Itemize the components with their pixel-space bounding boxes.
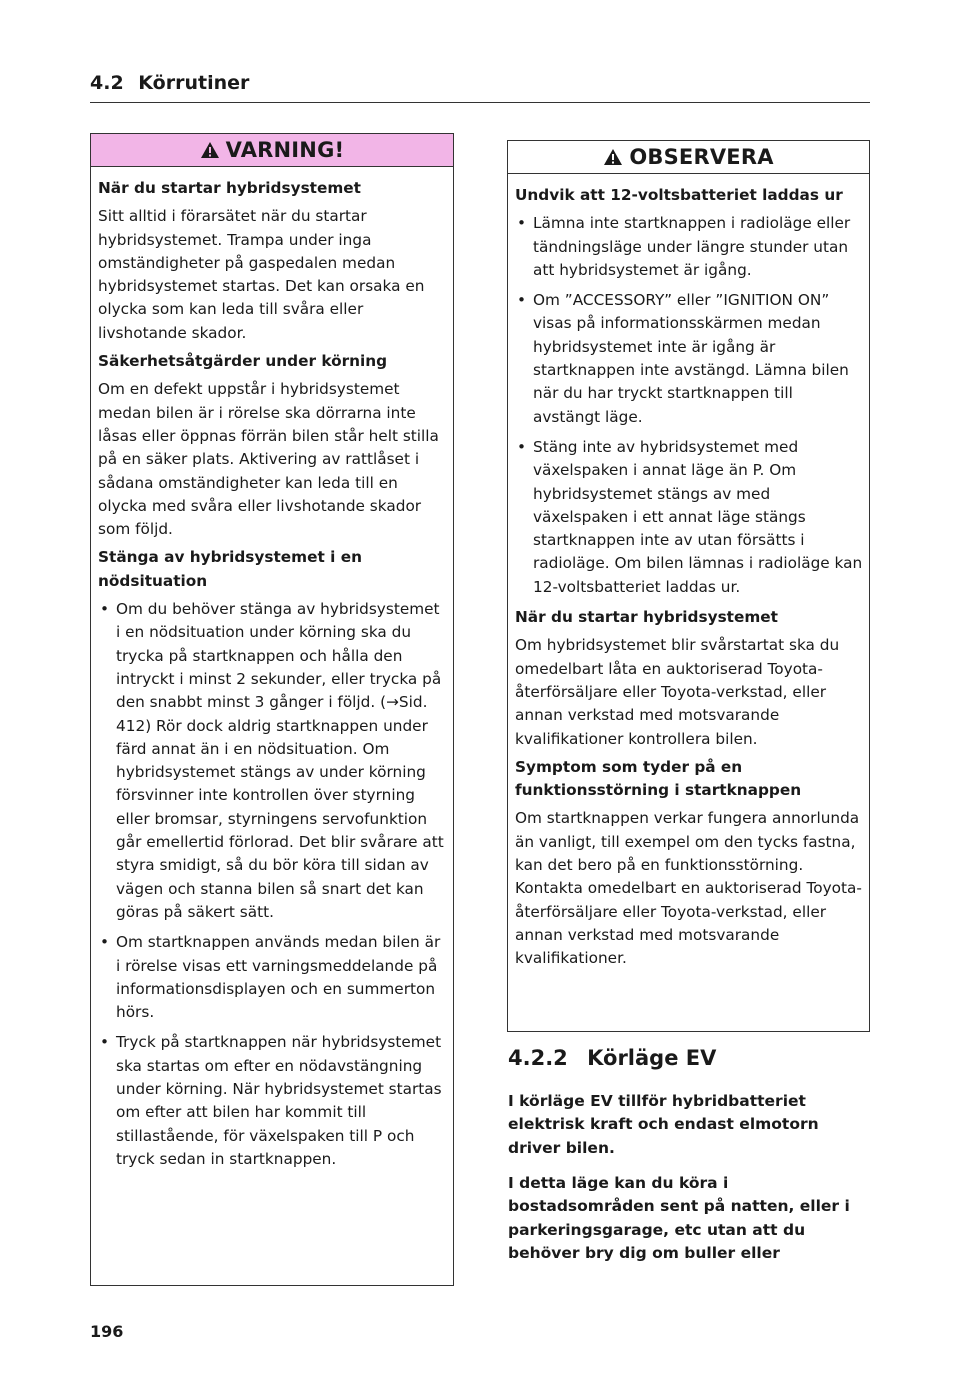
warning-paragraph: Sitt alltid i förarsätet när du startar hybridsystemet. Trampa under inga omständigheter på gaspedalen medan hybridsystemet startas. Det kan orsaka en olycka som kan leda till svåra eller livshotande skador.	[98, 207, 425, 342]
notice-title-bar	[508, 141, 869, 174]
list-item: • Lämna inte startknappen i radioläge eller tändningsläge under längre stunder utan att hybridsystemet är igång.	[515, 212, 863, 282]
notice-bullet-list	[515, 212, 863, 599]
list-item: • Stäng inte av hybridsystemet med växelspaken i annat läge än P. Om hybridsystemet stängs av med växelspaken i ett annat läge stängs startknappen inte av utan försätts i radioläge. Om bilen lämnas i radioläge kan 12-voltsbatteriet laddas ur.	[515, 436, 863, 599]
warning-paragraph: Om en defekt uppstår i hybridsystemet medan bilen är i rörelse ska dörrarna inte låsas eller öppnas förrän bilen står helt stilla på en säker plats. Aktivering av rattlåset i sådana omständigheter kan leda till en olycka med svåra eller livshotande skador som följd.	[98, 380, 439, 539]
page-number: 196	[90, 1322, 124, 1341]
notice-body	[508, 174, 869, 982]
warning-box	[90, 133, 454, 1286]
warning-title: VARNING!	[225, 138, 345, 162]
section-title: Körrutiner	[138, 72, 250, 94]
warning-heading: När du startar hybridsystemet	[98, 179, 361, 197]
notice-title: OBSERVERA	[629, 145, 774, 169]
warning-triangle-icon	[603, 148, 623, 166]
warning-body	[91, 167, 453, 1184]
subsection-heading	[508, 1046, 716, 1070]
section-number: 4.2	[90, 72, 124, 94]
warning-bullet-list	[98, 598, 447, 1171]
notice-box	[507, 140, 870, 1032]
warning-heading: Stänga av hybridsystemet i en nödsituation	[98, 548, 362, 590]
notice-heading: Symptom som tyder på en funktionsstörning i startknappen	[515, 757, 802, 800]
notice-heading: Undvik att 12-voltsbatteriet laddas ur	[515, 186, 843, 204]
lead-paragraph: I detta läge kan du köra i bostadsområden sent på natten, eller i parkeringsgarage, etc utan att du behöver bry dig om buller eller	[508, 1174, 850, 1262]
warning-title-bar	[91, 134, 453, 167]
warning-heading: Säkerhetsåtgärder under körning	[98, 352, 388, 371]
lead-paragraph: I körläge EV tillför hybridbatteriet elektrisk kraft och endast elmotorn driver bilen.	[508, 1092, 819, 1157]
subsection-title: Körläge EV	[587, 1046, 717, 1070]
warning-triangle-icon	[200, 141, 220, 159]
notice-heading: När du startar hybridsystemet	[515, 608, 778, 627]
notice-paragraph: Om startknappen verkar fungera annorlunda än vanligt, till exempel om den tycks fastna, kan det bero på en funktionsstörning. Kontakta omedelbart en auktoriserad Toyota-återförsäljare eller Toyota-verkstad, eller annan verkstad med motsvarande kvalifikationer.	[515, 809, 862, 968]
list-item: • Om startknappen används medan bilen är i rörelse visas ett varningsmeddelande på informationsdisplayen och en summerton hörs.	[98, 931, 447, 1024]
list-item: • Om du behöver stänga av hybridsystemet i en nödsituation under körning ska du trycka på startknappen och hålla den intryckt i minst 2 sekunder, eller trycka på den snabbt minst 3 gånger i följd. (→Sid. 412) Rör dock aldrig startknappen under färd annat än i en nödsituation. Om hybridsystemet stängs av under körning försvinner inte kontrollen över styrning eller bromsar, styrningens servofunktion går emellertid förlorad. Det blir svårare att styra smidigt, så du bör köra till sidan av vägen och stanna bilen så snart det kan göras på säkert sätt.	[98, 598, 447, 924]
list-item: • Om ”ACCESSORY” eller ”IGNITION ON” visas på informationsskärmen medan hybridsystemet inte är igång är startknappen inte avstängd. Lämna bilen när du har tryckt startknappen till avstängt läge.	[515, 289, 863, 429]
page-header	[90, 72, 870, 103]
subsection-number: 4.2.2	[508, 1046, 568, 1070]
notice-paragraph: Om hybridsystemet blir svårstartat ska du omedelbart låta en auktoriserad Toyota-återförsäljare eller Toyota-verkstad, eller annan verkstad med motsvarande kvalifikationer kontrollera bilen.	[515, 636, 840, 748]
list-item: • Tryck på startknappen när hybridsystemet ska startas om efter en nödavstängning under körning. När hybridsystemet startas om efter att bilen har kommit till stillastående, för växelspaken till P och tryck sedan in startknappen.	[98, 1031, 447, 1171]
